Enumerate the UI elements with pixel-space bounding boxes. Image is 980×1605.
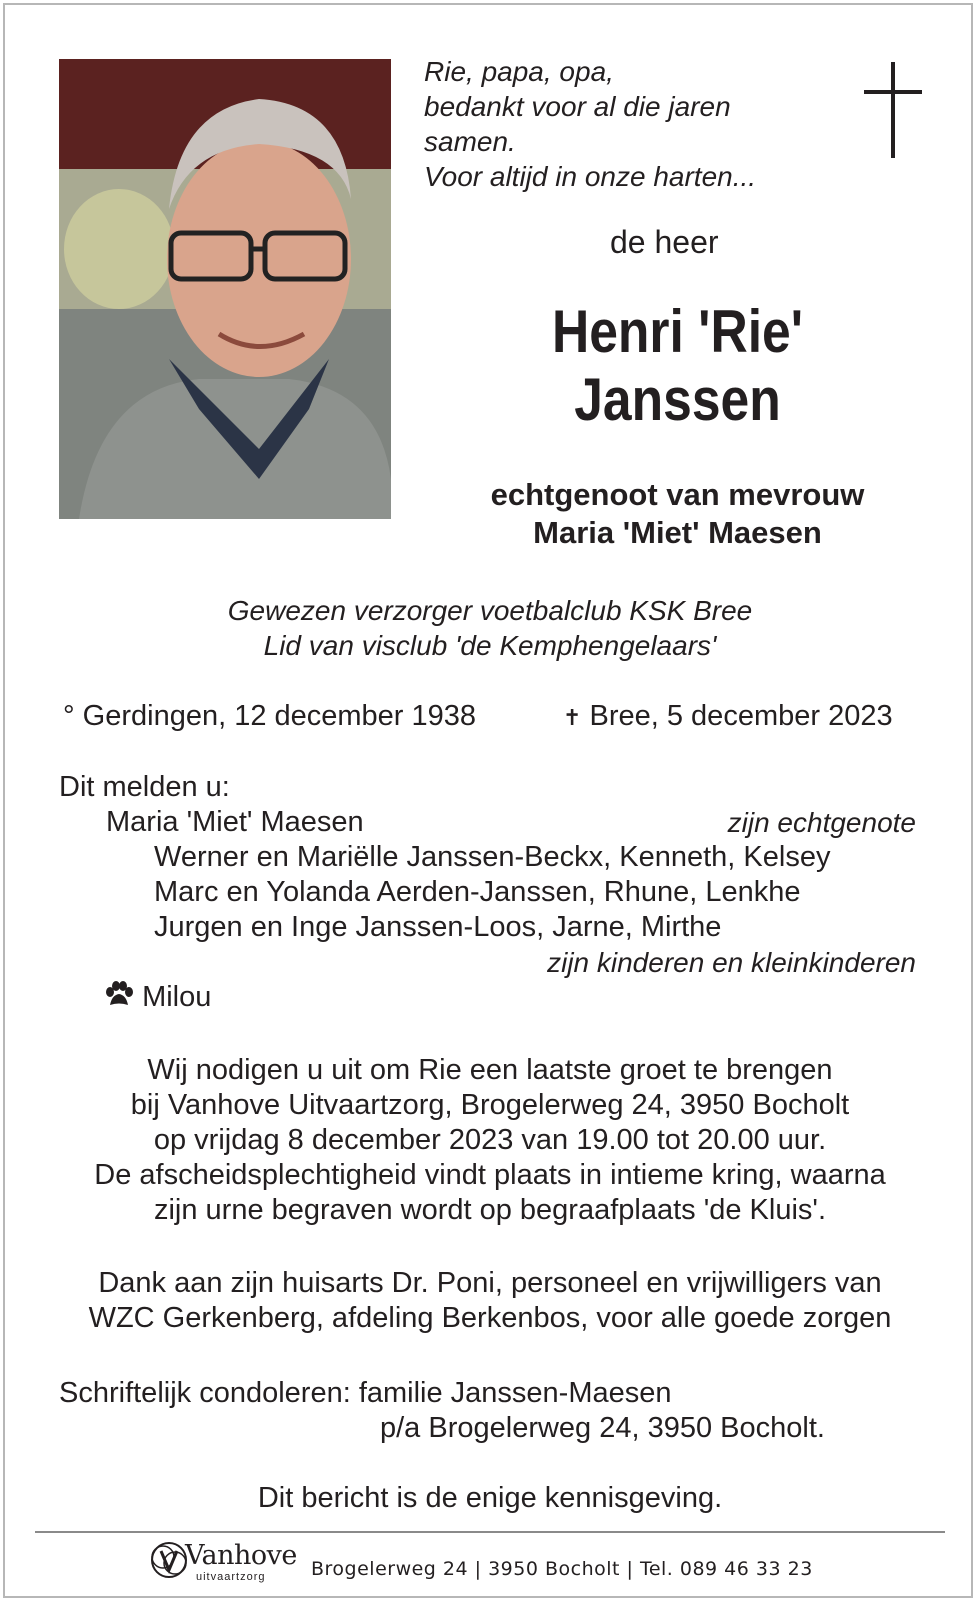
quote-line: Rie, papa, opa,	[424, 56, 614, 87]
invitation-text	[0, 1053, 980, 1228]
portrait-illustration	[59, 59, 391, 519]
birth-info: ° Gerdingen, 12 december 1938	[63, 700, 477, 732]
role-line: Lid van visclub 'de Kemphengelaars'	[263, 630, 717, 661]
cross-icon	[864, 62, 922, 158]
invitation-line: zijn urne begraven wordt op begraafplaats 'de Kluis'.	[153, 1194, 827, 1226]
footer-address: Brogelerweg 24 | 3950 Bocholt | Tel. 089 46 33 23	[311, 1558, 813, 1580]
invitation-line: op vrijdag 8 december 2023 van 19.00 tot 20.00 uur.	[153, 1124, 827, 1156]
portrait-photo	[59, 59, 391, 519]
invitation-line: Wij nodigen u uit om Rie een laatste groet te brengen	[147, 1054, 833, 1086]
invitation-line: bij Vanhove Uitvaartzorg, Brogelerweg 24, 3950 Bocholt	[130, 1089, 850, 1121]
footer-brand-sub: uitvaartzorg	[196, 1571, 266, 1583]
quote-line: bedankt voor al die jaren	[424, 91, 731, 122]
spouse-line: Maria 'Miet' Maesen	[533, 515, 822, 550]
family-spouse-role: zijn echtgenote	[727, 807, 916, 838]
spouse-line: echtgenoot van mevrouw	[490, 477, 865, 512]
deceased-name	[465, 298, 891, 434]
small-cross-icon: ✝	[563, 705, 582, 730]
thanks-line: WZC Gerkenberg, afdeling Berkenbos, voor alle goede zorgen	[88, 1302, 892, 1334]
thanks-text	[0, 1266, 980, 1336]
quote-line: samen.	[424, 126, 516, 157]
name-line: Janssen	[574, 366, 781, 433]
family-child-line: Werner en Mariëlle Janssen-Beckx, Kenneth, Kelsey	[154, 841, 831, 873]
pet-name: Milou	[142, 981, 212, 1013]
footer-brand: Vanhove	[185, 1540, 297, 1571]
death-info	[563, 700, 893, 733]
spouse-info	[430, 476, 925, 552]
honorific: de heer	[610, 224, 719, 260]
family-child-line: Marc en Yolanda Aerden-Janssen, Rhune, Lenkhe	[154, 876, 801, 908]
family-child-line: Jurgen en Inge Janssen-Loos, Jarne, Mirthe	[154, 911, 722, 943]
family-children-role: zijn kinderen en kleinkinderen	[547, 947, 916, 978]
vanhove-logo-icon	[149, 1540, 189, 1580]
quote-line: Voor altijd in onze harten...	[424, 161, 757, 192]
footer-divider	[35, 1531, 945, 1533]
condolence-address: p/a Brogelerweg 24, 3950 Bocholt.	[380, 1412, 825, 1444]
thanks-line: Dank aan zijn huisarts Dr. Poni, personeel en vrijwilligers van	[98, 1267, 882, 1299]
family-spouse-name: Maria 'Miet' Maesen	[106, 806, 364, 838]
roles-info	[0, 593, 980, 663]
family-pet	[104, 980, 211, 1015]
death-text: Bree, 5 december 2023	[589, 700, 893, 732]
paw-icon	[104, 981, 134, 1009]
family-intro: Dit melden u:	[59, 771, 230, 803]
name-line: Henri 'Rie'	[551, 298, 804, 365]
notice-text: Dit bericht is de enige kennisgeving.	[257, 1482, 723, 1514]
tribute-quote	[424, 54, 756, 194]
condolence-line: Schriftelijk condoleren: familie Janssen-Maesen	[59, 1377, 672, 1409]
role-line: Gewezen verzorger voetbalclub KSK Bree	[227, 595, 753, 626]
invitation-line: De afscheidsplechtigheid vindt plaats in intieme kring, waarna	[94, 1159, 886, 1191]
